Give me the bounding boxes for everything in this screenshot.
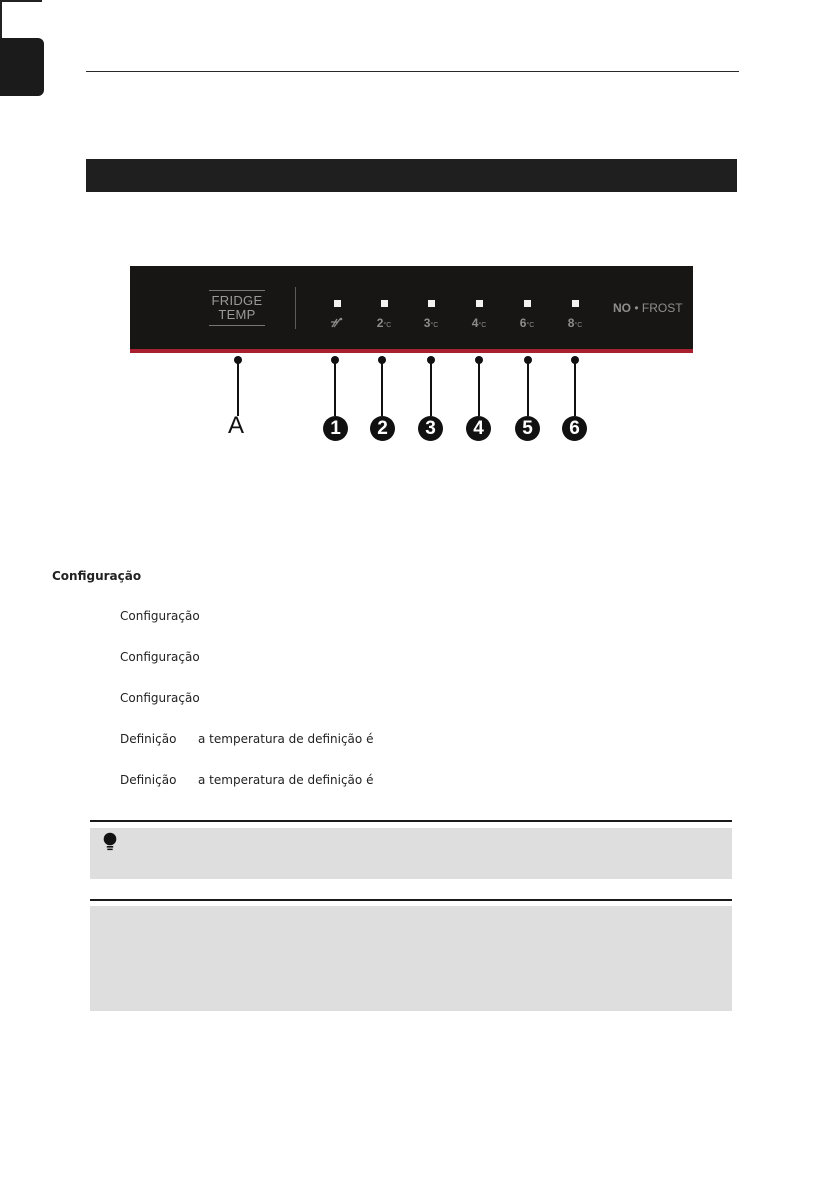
- fridge-label-line2: TEMP: [218, 307, 256, 322]
- note-box-2: [90, 906, 732, 1011]
- nofrost-text: FROST: [641, 301, 683, 315]
- note-box-2-rule: [90, 899, 732, 901]
- nofrost-bold: NO: [613, 301, 631, 315]
- setting-row-5-text: a temperatura de definição é: [198, 773, 374, 787]
- callout-number-4: 4: [466, 416, 491, 441]
- indicator-led-5: [524, 300, 531, 307]
- setting-label-6: [512, 316, 542, 330]
- setting-unit: °C: [478, 322, 487, 329]
- nofrost-separator: •: [631, 301, 642, 315]
- callout-stem-a: [237, 362, 239, 416]
- callout-stem-3: [430, 362, 432, 416]
- setting-value: 2: [376, 316, 384, 330]
- callout-stem-6: [574, 362, 576, 416]
- setting-row-1-label: Configuração: [120, 609, 200, 623]
- callout-stem-1: [334, 362, 336, 416]
- setting-unit: °C: [430, 322, 439, 329]
- setting-value: 3: [423, 316, 431, 330]
- fridge-temp-button-label: [205, 289, 269, 327]
- callout-letter-a: A: [228, 412, 245, 439]
- label-rule-bottom: [209, 325, 265, 326]
- panel-divider: [295, 287, 296, 329]
- setting-value: 6: [519, 316, 527, 330]
- note-box-1-rule: [90, 820, 732, 822]
- note-box-1: [90, 828, 732, 879]
- callout-number-6: 6: [562, 416, 587, 441]
- callout-number-5: 5: [515, 416, 540, 441]
- indicator-led-3: [428, 300, 435, 307]
- callout-stem-5: [527, 362, 529, 416]
- setting-unit: °C: [574, 322, 583, 329]
- callout-number-3: 3: [418, 416, 443, 441]
- fridge-label-line1: FRIDGE: [211, 293, 263, 308]
- setting-value: 8: [567, 316, 575, 330]
- indicator-led-6: [572, 300, 579, 307]
- control-panel-accent-strip: [130, 349, 693, 353]
- setting-row-2-label: Configuração: [120, 650, 200, 664]
- snowflake-fan-icon: [330, 316, 344, 328]
- lightbulb-icon: [103, 832, 117, 852]
- setting-row-4-label: Definição: [120, 732, 177, 746]
- section-heading: Configuração: [52, 569, 142, 583]
- setting-value: 4: [471, 316, 479, 330]
- nofrost-logo: [613, 301, 683, 315]
- setting-label-4: [464, 316, 494, 330]
- setting-label-quick-cool: [322, 316, 352, 331]
- section-header-bar: [86, 159, 737, 192]
- indicator-led-2: [381, 300, 388, 307]
- callout-number-2: 2: [370, 416, 395, 441]
- setting-label-2: [369, 316, 399, 330]
- setting-label-8: [560, 316, 590, 330]
- callout-stem-2: [381, 362, 383, 416]
- callout-stem-4: [478, 362, 480, 416]
- callout-number-1: 1: [323, 416, 348, 441]
- setting-unit: °C: [526, 322, 535, 329]
- language-side-tab: [0, 38, 44, 96]
- label-rule-top: [209, 290, 265, 291]
- header-rule: [86, 71, 739, 72]
- setting-row-3-label: Configuração: [120, 691, 200, 705]
- setting-row-5-label: Definição: [120, 773, 177, 787]
- setting-unit: °C: [383, 322, 392, 329]
- indicator-led-1: [334, 300, 341, 307]
- setting-label-3: [416, 316, 446, 330]
- setting-row-4-text: a temperatura de definição é: [198, 732, 374, 746]
- indicator-led-4: [476, 300, 483, 307]
- page-corner-mark: [0, 0, 42, 42]
